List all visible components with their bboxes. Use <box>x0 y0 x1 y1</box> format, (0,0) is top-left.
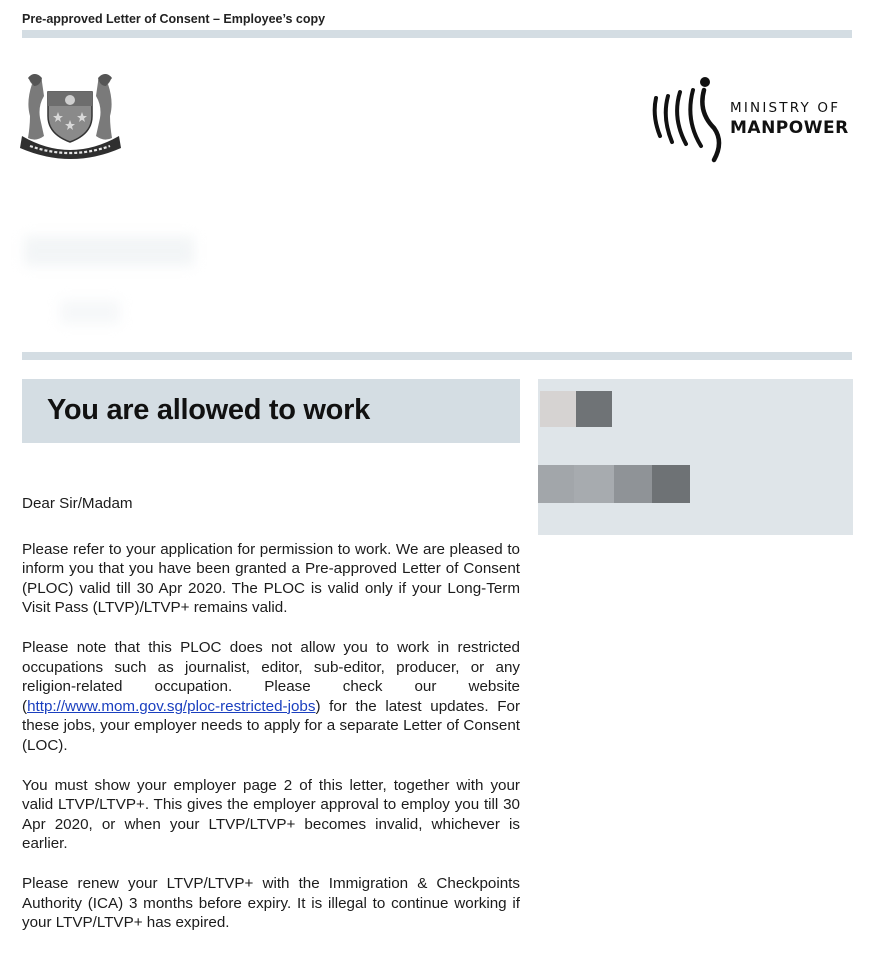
status-banner-title: You are allowed to work <box>47 394 370 426</box>
redacted-applicant-details <box>538 379 853 535</box>
paragraph-2-text-start: Please note that this PLOC does not allow you to work in restricted occupations such as journalist, editor, sub-editor, producer, or any religion-related occupation. Please check our website ( <box>22 638 520 715</box>
document-header-title: Pre-approved Letter of Consent – Employee’s copy <box>22 12 326 26</box>
letter-body <box>22 494 520 953</box>
redacted-address-block <box>24 236 194 266</box>
coat-of-arms-logo <box>18 70 123 162</box>
status-banner <box>22 379 520 443</box>
restricted-jobs-link[interactable]: http://www.mom.gov.sg/ploc-restricted-jobs <box>27 697 316 715</box>
letter-paragraph-2 <box>22 638 520 756</box>
paragraph-2-text-end: ) for the latest updates. For these jobs, your employer needs to apply for a separate Letter of Consent (LOC). <box>22 697 520 754</box>
pixel-block <box>574 465 614 503</box>
redacted-address-line <box>60 300 120 324</box>
ministry-of-manpower-logo <box>648 74 853 174</box>
header-divider <box>22 30 852 38</box>
ministry-name-line2: MANPOWER <box>730 118 849 138</box>
pixel-block <box>538 465 574 503</box>
letter-paragraph-4: Please renew your LTVP/LTVP+ with the Immigration & Checkpoints Authority (ICA) 3 months before expiry. It is illegal to continue working if your LTVP/LTVP+ has expired. <box>22 874 520 932</box>
pixel-block <box>576 391 612 427</box>
ministry-name-line1: MINISTRY OF <box>730 100 841 116</box>
pixel-block <box>614 465 652 503</box>
pixel-block <box>652 465 690 503</box>
pixel-block <box>540 391 576 427</box>
letter-salutation: Dear Sir/Madam <box>22 495 133 512</box>
section-divider <box>22 352 852 360</box>
letter-paragraph-1: Please refer to your application for permission to work. We are pleased to inform you that you have been granted a Pre-approved Letter of Consent (PLOC) valid till 30 Apr 2020. The PLOC is valid only if your Long-Term Visit Pass (LTVP)/LTVP+ remains valid. <box>22 540 520 617</box>
letter-paragraph-3: You must show your employer page 2 of this letter, together with your valid LTVP/LTVP+. This gives the employer approval to employ you till 30 Apr 2020, or when your LTVP/LTVP+ becomes invalid, whichever is earlier. <box>22 776 520 853</box>
